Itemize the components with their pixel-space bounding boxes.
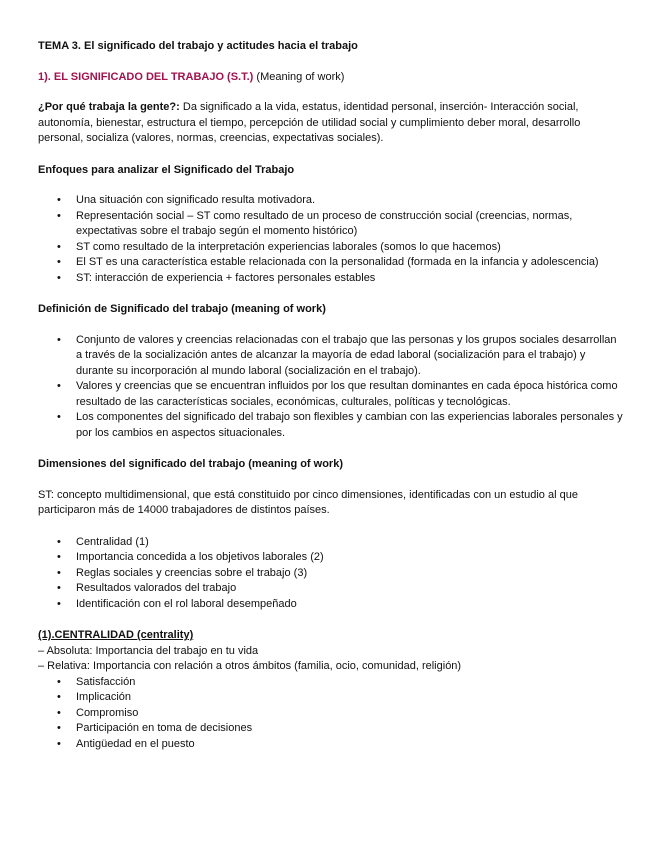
definicion-heading: Definición de Significado del trabajo (meaning of work) xyxy=(38,303,326,315)
list-item: • Representación social – ST como resultado de un proceso de construcción social (creencias, normas, expectativas sobre el trabajo según el momento histórico) xyxy=(38,209,624,240)
list-item: • Los componentes del significado del trabajo son flexibles y cambian con las experiencias laborales personales y por los cambios en aspectos situacionales. xyxy=(38,410,624,441)
section-1-subtitle: (Meaning of work) xyxy=(253,70,345,83)
list-item: • Importancia concedida a los objetivos laborales (2) xyxy=(38,550,624,566)
enfoques-list xyxy=(38,193,624,286)
why-work-answer: Da significado a la vida, estatus, identidad personal, inserción- Interacción social, autonomía, bienestar, estructura el tiempo, percepción de utilidad social y cumplimiento deber moral, desarrollo personal, socializa (valores, normas, creencias, expectativas sociales). xyxy=(38,101,581,144)
list-item: • Resultados valorados del trabajo xyxy=(38,581,624,597)
centralidad-list xyxy=(38,675,624,753)
list-item: • Compromiso xyxy=(38,706,624,722)
list-item: • Participación en toma de decisiones xyxy=(38,721,624,737)
enfoques-heading: Enfoques para analizar el Significado del Trabajo xyxy=(38,163,295,176)
list-item: • Valores y creencias que se encuentran influidos por los que resultan dominantes en cada época histórica como resultado de las características sociales, económicas, culturales, políticas y tecnológicas. xyxy=(38,379,624,410)
list-item: • Implicación xyxy=(38,690,624,706)
centralidad-relativa: – Relativa: Importancia con relación a otros ámbitos (familia, ocio, comunidad, religión) xyxy=(38,660,462,672)
centralidad-heading: (1).CENTRALIDAD (centrality) xyxy=(38,629,194,641)
dimensiones-paragraph: ST: concepto multidimensional, que está constituido por cinco dimensiones, identificadas con un estudio al que participaron más de 14000 trabajadores de distintos países. xyxy=(38,488,578,516)
list-item: • Identificación con el rol laboral desempeñado xyxy=(38,597,624,613)
list-item: • ST como resultado de la interpretación experiencias laborales (somos lo que hacemos) xyxy=(38,240,624,256)
why-work-question: ¿Por qué trabaja la gente?: xyxy=(38,101,180,113)
list-item: • Reglas sociales y creencias sobre el trabajo (3) xyxy=(38,566,624,582)
list-item: • Antigüedad en el puesto xyxy=(38,737,624,753)
list-item: • ST: interacción de experiencia + factores personales estables xyxy=(38,271,624,287)
dimensiones-list xyxy=(38,535,624,613)
list-item: • Centralidad (1) xyxy=(38,535,624,551)
section-1-heading xyxy=(38,70,624,86)
list-item: • Una situación con significado resulta motivadora. xyxy=(38,193,624,209)
section-1-title: 1). EL SIGNIFICADO DEL TRABAJO (S.T.) xyxy=(38,70,254,83)
list-item: • Satisfacción xyxy=(38,675,624,691)
why-work-paragraph xyxy=(38,100,624,147)
list-item: • El ST es una característica estable relacionada con la personalidad (formada en la infancia y adolescencia) xyxy=(38,255,624,271)
dimensiones-heading: Dimensiones del significado del trabajo (meaning of work) xyxy=(38,458,343,470)
document-title: TEMA 3. El significado del trabajo y actitudes hacia el trabajo xyxy=(38,40,358,52)
list-item: • Conjunto de valores y creencias relacionadas con el trabajo que las personas y los grupos sociales desarrollan a través de la socialización antes de alcanzar la mayoría de edad laboral (socialización para el trabajo) y durante su incorporación al mundo laboral (socialización en el trabajo). xyxy=(38,333,624,380)
document-body xyxy=(38,39,624,752)
centralidad-absoluta: – Absoluta: Importancia del trabajo en tu vida xyxy=(38,644,259,657)
definicion-list xyxy=(38,333,624,442)
